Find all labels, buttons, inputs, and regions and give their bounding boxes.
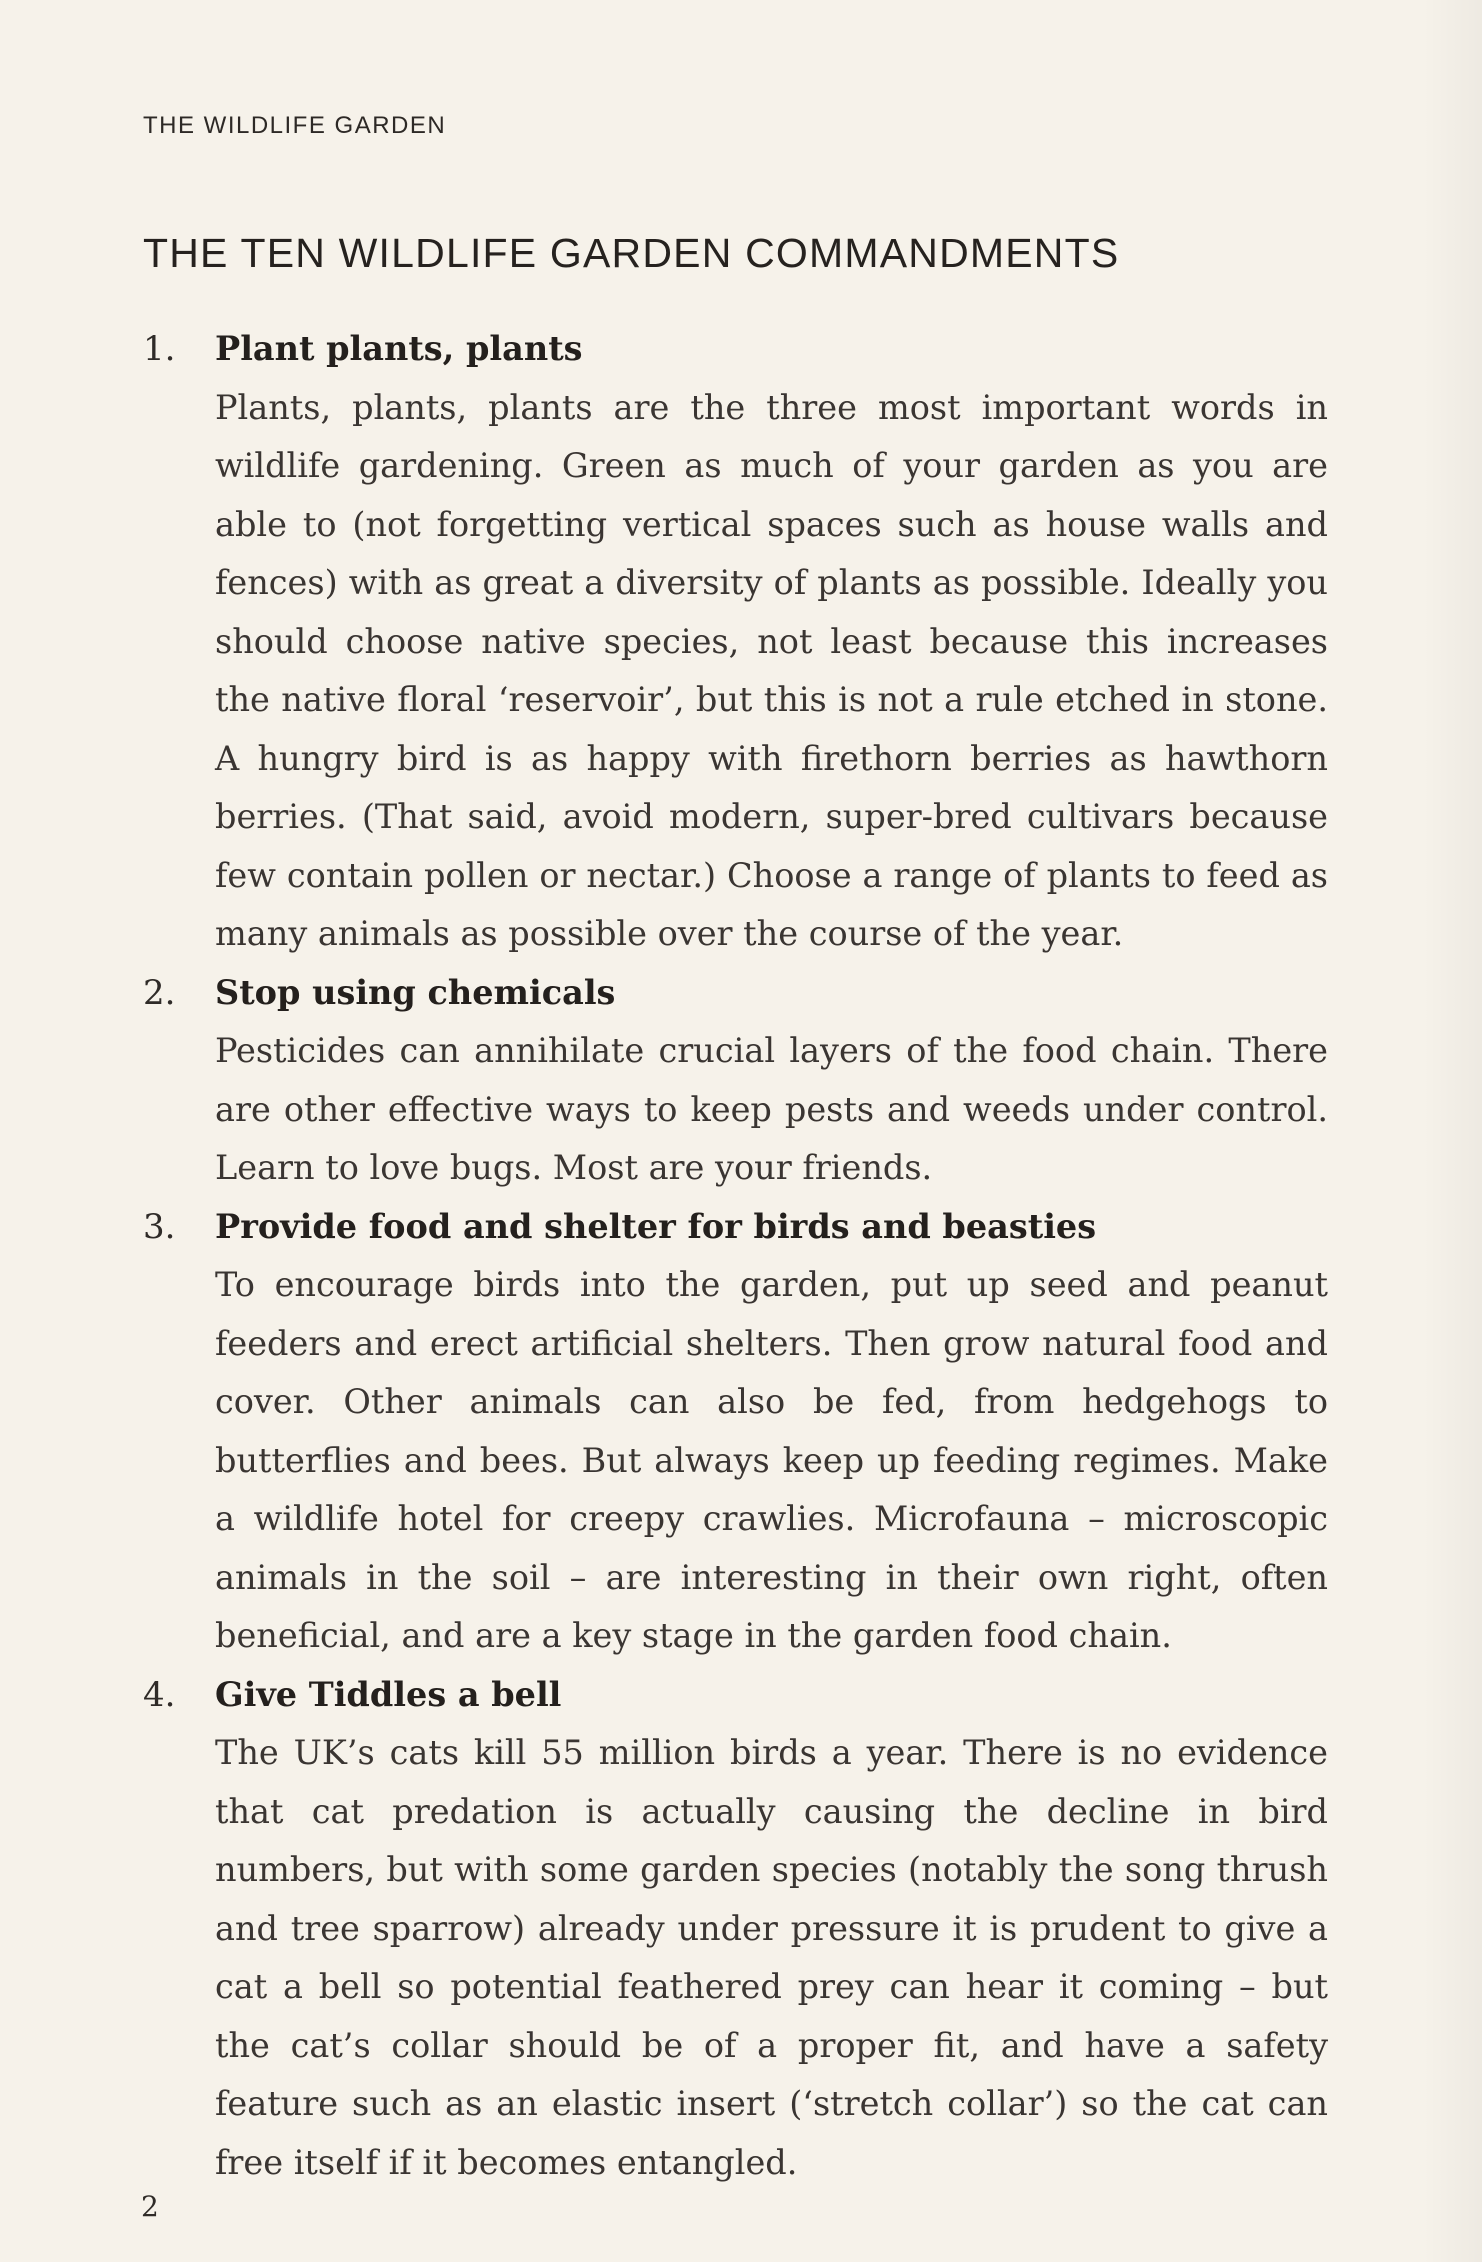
item-number: 3. <box>143 1206 176 1247</box>
item-title: Provide food and shelter for birds and beasties <box>215 1206 1097 1246</box>
item-title: Plant plants, plants <box>215 329 583 368</box>
list-item <box>143 1198 1328 1666</box>
commandments-list <box>143 320 1328 2192</box>
list-item <box>143 1666 1328 2193</box>
item-body: Plants, plants, plants are the three most important words in wildlife gardening. Green as much of your garden as you are able to (not forgetting vertical spaces such as house walls and fences) with as great a diversity of plants as possible. Ideally you should choose native species, not least because this increases the native floral ‘reservoir’, but this is not a rule etched in stone. A hungry bird is as happy with firethorn berries as hawthorn berries. (That said, avoid modern, super-bred cultivars because few contain pollen or nectar.) Choose a range of plants to feed as many animals as possible over the course of the year. <box>215 387 1328 953</box>
item-number: 1. <box>143 329 176 369</box>
item-body: The UK’s cats kill 55 million birds a year. There is no evidence that cat predation is actually causing the decline in bird numbers, but with some garden species (notably the song thrush and tree sparrow) already under pressure it is prudent to give a cat a bell so potential feathered prey can hear it coming – but the cat’s collar should be of a proper fit, and have a safety feature such as an elastic insert (‘stretch collar’) so the cat can free itself if it becomes entangled. <box>215 1733 1328 2182</box>
page-edge-shadow <box>1422 0 1482 2262</box>
item-title: Give Tiddles a bell <box>215 1674 562 1714</box>
item-body: To encourage birds into the garden, put up seed and peanut feeders and erect artificial shelters. Then grow natural food and cover. Other animals can also be fed, from hedgehogs to butterflies and bees. But always keep up feeding regimes. Make a wildlife hotel for creepy crawlies. Microfauna – microscopic animals in the soil – are interesting in their own right, often beneficial, and are a key stage in the garden food chain. <box>215 1265 1328 1655</box>
list-item <box>143 320 1328 964</box>
page-number: 2 <box>141 2190 159 2223</box>
running-head: THE WILDLIFE GARDEN <box>143 112 447 139</box>
item-title: Stop using chemicals <box>215 972 616 1012</box>
item-body: Pesticides can annihilate crucial layers of the food chain. There are other effective ways to keep pests and weeds under control. Learn to love bugs. Most are your friends. <box>215 1031 1328 1187</box>
item-number: 4. <box>143 1674 176 1715</box>
list-item <box>143 964 1328 1198</box>
item-number: 2. <box>143 972 176 1013</box>
section-title: THE TEN WILDLIFE GARDEN COMMANDMENTS <box>143 230 1120 276</box>
